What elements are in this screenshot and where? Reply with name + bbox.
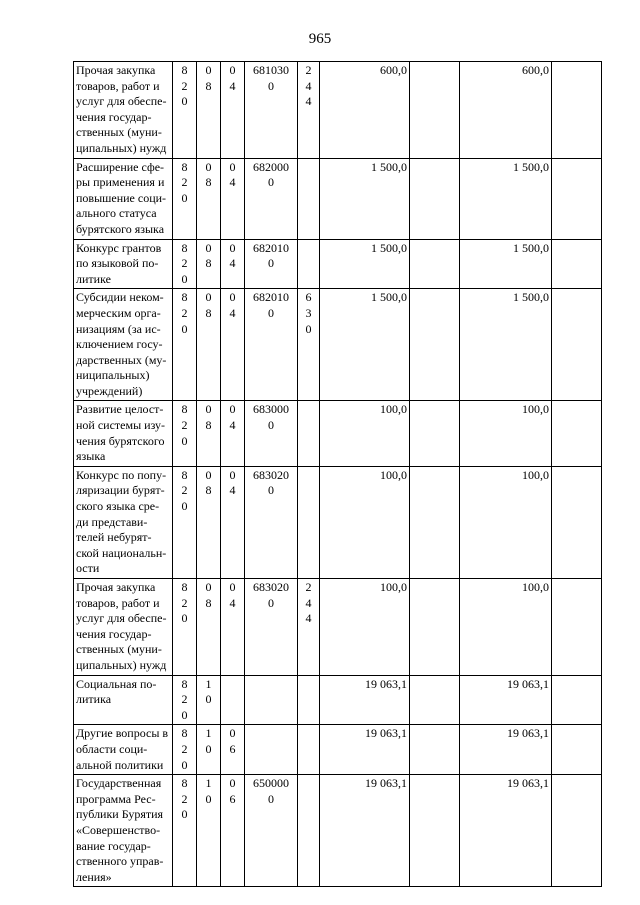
code-section-cell: 1 0 — [197, 725, 221, 775]
code-section-cell: 0 8 — [197, 239, 221, 289]
code-section-cell: 0 8 — [197, 62, 221, 159]
code-target-article-cell: 682000 0 — [245, 158, 298, 239]
amount-total-cell: 19 063,1 — [320, 675, 410, 725]
amount-total-cell: 19 063,1 — [320, 775, 410, 887]
amount-total-cell: 100,0 — [320, 401, 410, 466]
amount-second-cell: 19 063,1 — [460, 675, 552, 725]
row-name-cell: Государственная программа Рес-публики Бурятия «Совершенство-вание государ-ственного управ-ления» — [74, 775, 173, 887]
code-expense-type-cell — [298, 675, 320, 725]
amount-second-cell: 100,0 — [460, 579, 552, 676]
code-expense-type-cell: 6 3 0 — [298, 289, 320, 401]
code-target-article-cell: 683020 0 — [245, 466, 298, 578]
code-ministry-cell: 8 2 0 — [173, 62, 197, 159]
amount-second-cell: 19 063,1 — [460, 725, 552, 775]
code-section-cell: 0 8 — [197, 466, 221, 578]
code-subsection-cell: 0 4 — [221, 289, 245, 401]
amount-total-cell: 1 500,0 — [320, 239, 410, 289]
code-subsection-cell: 0 4 — [221, 158, 245, 239]
row-name-cell: Расширение сфе-ры применения и повышение соци-ального статуса бурятского языка — [74, 158, 173, 239]
code-subsection-cell: 0 4 — [221, 466, 245, 578]
row-name-cell: Субсидии неком-мерческим орга-низациям (за ис-ключением госу-дарственных (му-ниципальных) учреждений) — [74, 289, 173, 401]
code-subsection-cell: 0 4 — [221, 62, 245, 159]
code-expense-type-cell — [298, 158, 320, 239]
code-section-cell: 0 8 — [197, 401, 221, 466]
code-ministry-cell: 8 2 0 — [173, 579, 197, 676]
amount-last-cell — [552, 675, 602, 725]
amount-extra-cell — [410, 239, 460, 289]
code-expense-type-cell — [298, 239, 320, 289]
amount-total-cell: 1 500,0 — [320, 158, 410, 239]
code-subsection-cell: 0 4 — [221, 579, 245, 676]
code-section-cell: 0 8 — [197, 158, 221, 239]
row-name-cell: Прочая закупка товаров, работ и услуг для обеспе-чения государ-ственных (муни-ципальных) нужд — [74, 62, 173, 159]
code-expense-type-cell: 2 4 4 — [298, 62, 320, 159]
amount-extra-cell — [410, 579, 460, 676]
table-row — [74, 158, 602, 239]
amount-last-cell — [552, 775, 602, 887]
code-subsection-cell: 0 6 — [221, 775, 245, 887]
amount-last-cell — [552, 62, 602, 159]
amount-second-cell: 1 500,0 — [460, 239, 552, 289]
code-target-article-cell: 682010 0 — [245, 289, 298, 401]
code-ministry-cell: 8 2 0 — [173, 239, 197, 289]
code-expense-type-cell — [298, 725, 320, 775]
amount-last-cell — [552, 401, 602, 466]
amount-extra-cell — [410, 466, 460, 578]
code-expense-type-cell — [298, 775, 320, 887]
amount-last-cell — [552, 725, 602, 775]
code-target-article-cell: 681030 0 — [245, 62, 298, 159]
amount-total-cell: 100,0 — [320, 579, 410, 676]
code-subsection-cell: 0 4 — [221, 401, 245, 466]
amount-extra-cell — [410, 289, 460, 401]
row-name-cell: Конкурс по попу-ляризации бурят-ского языка сре-ди представи-телей небурят-ской национальн-ости — [74, 466, 173, 578]
amount-extra-cell — [410, 775, 460, 887]
amount-second-cell: 100,0 — [460, 466, 552, 578]
amount-extra-cell — [410, 675, 460, 725]
row-name-cell: Другие вопросы в области соци-альной политики — [74, 725, 173, 775]
code-subsection-cell: 0 6 — [221, 725, 245, 775]
amount-extra-cell — [410, 62, 460, 159]
code-section-cell: 1 0 — [197, 775, 221, 887]
code-target-article-cell — [245, 725, 298, 775]
amount-extra-cell — [410, 158, 460, 239]
code-ministry-cell: 8 2 0 — [173, 401, 197, 466]
code-subsection-cell — [221, 675, 245, 725]
row-name-cell: Социальная по-литика — [74, 675, 173, 725]
amount-last-cell — [552, 579, 602, 676]
table-row — [74, 775, 602, 887]
table-row — [74, 239, 602, 289]
amount-total-cell: 1 500,0 — [320, 289, 410, 401]
amount-last-cell — [552, 239, 602, 289]
code-ministry-cell: 8 2 0 — [173, 775, 197, 887]
amount-last-cell — [552, 158, 602, 239]
amount-extra-cell — [410, 725, 460, 775]
table-row — [74, 401, 602, 466]
code-ministry-cell: 8 2 0 — [173, 675, 197, 725]
row-name-cell: Конкурс грантов по языковой по-литике — [74, 239, 173, 289]
code-expense-type-cell — [298, 401, 320, 466]
amount-last-cell — [552, 289, 602, 401]
amount-second-cell: 100,0 — [460, 401, 552, 466]
table-row — [74, 466, 602, 578]
row-name-cell: Развитие целост-ной системы изу-чения бурятского языка — [74, 401, 173, 466]
amount-last-cell — [552, 466, 602, 578]
code-subsection-cell: 0 4 — [221, 239, 245, 289]
table-row — [74, 62, 602, 159]
code-ministry-cell: 8 2 0 — [173, 158, 197, 239]
budget-table — [73, 61, 602, 887]
amount-total-cell: 600,0 — [320, 62, 410, 159]
code-target-article-cell: 650000 0 — [245, 775, 298, 887]
amount-second-cell: 1 500,0 — [460, 158, 552, 239]
code-ministry-cell: 8 2 0 — [173, 289, 197, 401]
table-row — [74, 725, 602, 775]
amount-total-cell: 100,0 — [320, 466, 410, 578]
code-expense-type-cell: 2 4 4 — [298, 579, 320, 676]
code-expense-type-cell — [298, 466, 320, 578]
amount-second-cell: 600,0 — [460, 62, 552, 159]
table-row — [74, 289, 602, 401]
code-ministry-cell: 8 2 0 — [173, 725, 197, 775]
code-section-cell: 0 8 — [197, 289, 221, 401]
page-number: 965 — [308, 31, 332, 47]
code-target-article-cell: 683020 0 — [245, 579, 298, 676]
amount-total-cell: 19 063,1 — [320, 725, 410, 775]
code-section-cell: 1 0 — [197, 675, 221, 725]
table-row — [74, 675, 602, 725]
amount-extra-cell — [410, 401, 460, 466]
code-target-article-cell — [245, 675, 298, 725]
code-target-article-cell: 683000 0 — [245, 401, 298, 466]
code-ministry-cell: 8 2 0 — [173, 466, 197, 578]
amount-second-cell: 1 500,0 — [460, 289, 552, 401]
code-section-cell: 0 8 — [197, 579, 221, 676]
table-row — [74, 579, 602, 676]
code-target-article-cell: 682010 0 — [245, 239, 298, 289]
row-name-cell: Прочая закупка товаров, работ и услуг для обеспе-чения государ-ственных (муни-ципальных) нужд — [74, 579, 173, 676]
amount-second-cell: 19 063,1 — [460, 775, 552, 887]
